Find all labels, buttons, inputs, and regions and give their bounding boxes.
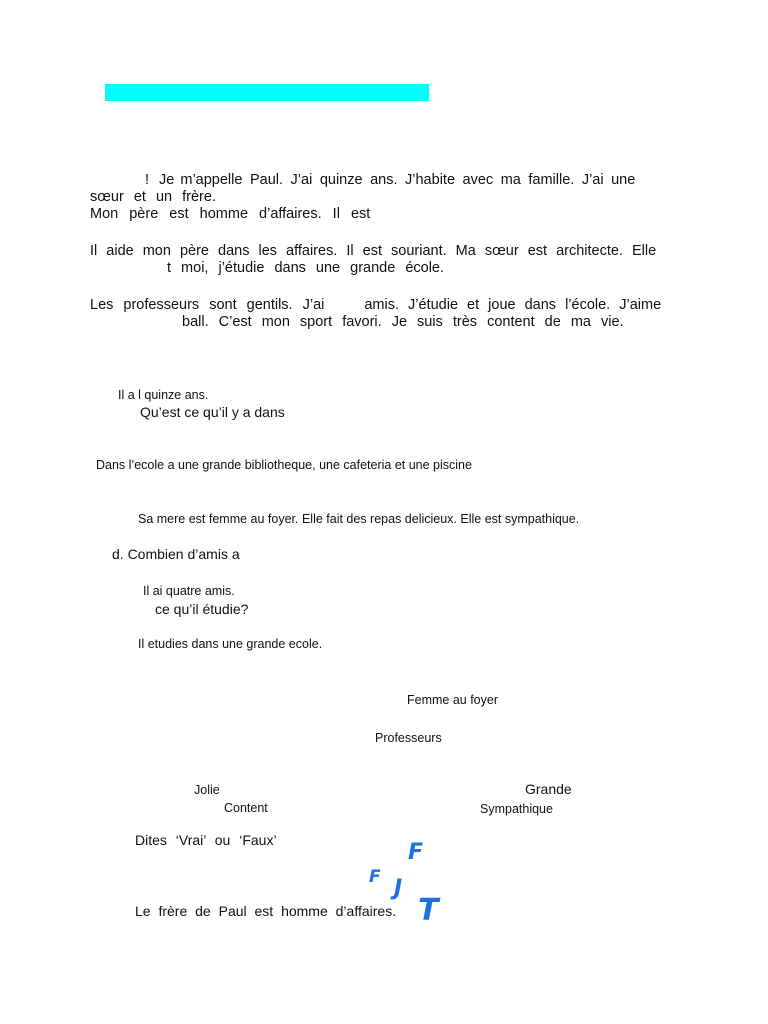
passage-paragraph-1 — [90, 172, 678, 223]
passage-line-5: t moi, j’étudie dans une grande école. — [167, 260, 445, 276]
word-jolie: Jolie — [194, 783, 220, 797]
word-content: Content — [224, 801, 268, 815]
question-b: Qu’est ce qu’il y a dans — [140, 404, 285, 420]
vrai-faux-statement: Le frère de Paul est homme d’affaires. — [135, 903, 397, 919]
answer-e: Il etudies dans une grande ecole. — [138, 637, 323, 651]
passage-line-4: Il aide mon père dans les affaires. Il est souriant. Ma sœur est architecte. Elle — [90, 243, 657, 259]
answer-b: Dans l’ecole a une grande bibliotheque, une cafeteria et une piscine — [96, 458, 472, 472]
passage-line-1b-text: m’appelle Paul. J’ai quinze ans. J’habite avec ma famille. J’ai une — [180, 172, 636, 188]
answer-d: Il ai quatre amis. — [143, 584, 235, 598]
passage-line-6a: Les professeurs sont gentils. J’ai — [90, 297, 325, 313]
handwritten-mark-f-2: F — [369, 867, 381, 887]
passage-line-1b — [180, 172, 678, 189]
handwritten-mark-f-1: F — [408, 840, 424, 865]
handwritten-mark-j: J — [394, 876, 403, 901]
passage-line-7: ball. C’est mon sport favori. Je suis très content de ma vie. — [182, 314, 624, 330]
passage-line-3: Mon père est homme d’affaires. Il est — [90, 206, 371, 222]
word-grande: Grande — [525, 781, 572, 797]
handwritten-mark-t: T — [418, 893, 439, 928]
passage-paragraph-3 — [90, 297, 678, 331]
answer-c: Sa mere est femme au foyer. Elle fait des repas delicieux. Elle est sympathique. — [138, 512, 580, 526]
passage-line-2: sœur et un frère. — [90, 189, 216, 205]
question-e: ce qu’il étudie? — [155, 601, 249, 617]
question-d: d. Combien d’amis a — [112, 546, 240, 562]
title-highlight-bar — [105, 84, 429, 101]
passage-paragraph-2 — [90, 243, 678, 277]
passage-line-1a: ! Je — [145, 172, 175, 188]
vrai-faux-instruction: Dites ‘Vrai’ ou ‘Faux’ — [135, 832, 277, 848]
passage-line-6b: amis. J’étudie et joue dans l’école. J’aime — [364, 297, 662, 313]
word-femme-au-foyer: Femme au foyer — [407, 693, 499, 707]
answer-a: Il a l quinze ans. — [118, 388, 209, 402]
word-professeurs: Professeurs — [375, 731, 442, 745]
word-sympathique: Sympathique — [480, 802, 553, 816]
